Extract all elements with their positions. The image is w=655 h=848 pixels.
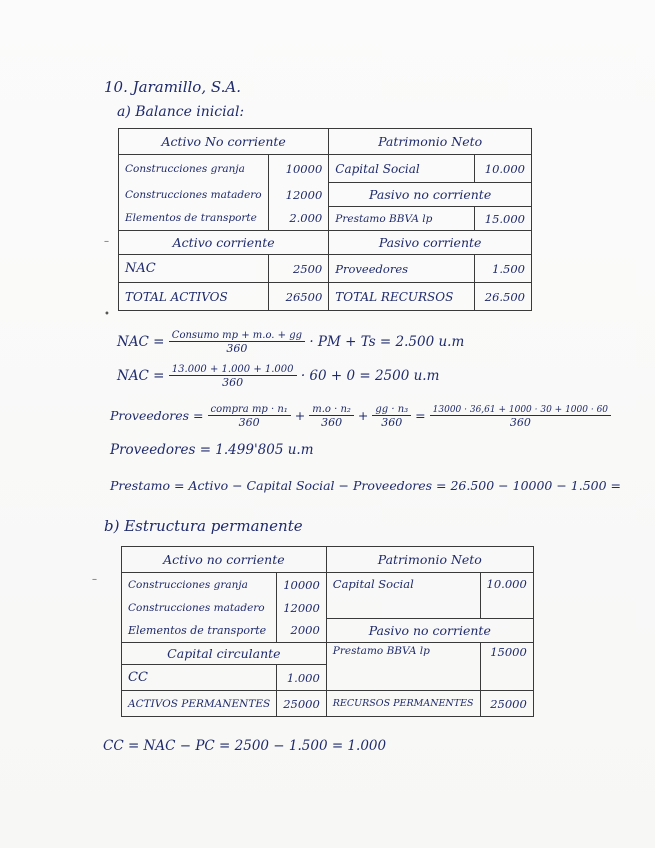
eq-lhs: NAC = [117, 334, 165, 350]
header-activo-corriente: Activo corriente [119, 231, 329, 255]
total-label: RECURSOS PERMANENTES [326, 691, 480, 717]
fraction [372, 404, 411, 429]
row-value: 12000 [268, 183, 329, 207]
row-value: 15000 [480, 643, 533, 691]
header-activo-no-corriente: Activo no corriente [122, 547, 327, 573]
row-value: 10.000 [475, 155, 532, 183]
total-label: TOTAL RECURSOS [329, 283, 475, 311]
row-value: 2.000 [268, 207, 329, 231]
header-activo-no-corriente: Activo No corriente [119, 129, 329, 155]
eq-lhs: NAC = [117, 368, 165, 384]
fraction-denominator: 360 [321, 416, 343, 429]
row-value: 1.000 [277, 665, 327, 691]
fraction [208, 404, 291, 429]
header-capital-circulante: Capital circulante [122, 643, 327, 665]
total-label: ACTIVOS PERMANENTES [122, 691, 277, 717]
margin-dot: • [104, 309, 110, 320]
equation-nac-formula [117, 330, 464, 355]
row-label: Capital Social [326, 573, 480, 619]
row-label: Capital Social [329, 155, 475, 183]
row-value: 12000 [277, 597, 327, 619]
row-label: CC [122, 665, 277, 691]
total-value: 25000 [277, 691, 327, 717]
equation-cc: CC = NAC − PC = 2500 − 1.500 = 1.000 [103, 738, 387, 754]
row-label: Elementos de transporte [122, 619, 277, 643]
fraction-numerator: 13.000 + 1.000 + 1.000 [169, 364, 297, 376]
part-b-heading: b) Estructura permanente [104, 517, 303, 535]
row-label: Construcciones granja [119, 155, 269, 183]
fraction-denominator: 360 [381, 416, 403, 429]
equation-proveedores [110, 404, 611, 429]
equation-proveedores-result: Proveedores = 1.499'805 u.m [110, 442, 314, 458]
fraction-numerator: m.o · n₂ [309, 404, 354, 416]
row-label: Prestamo BBVA lp [329, 207, 475, 231]
eq-lhs: Proveedores = [110, 408, 204, 423]
row-label: Elementos de transporte [119, 207, 269, 231]
row-label: Proveedores [329, 255, 475, 283]
fraction [309, 404, 354, 429]
total-value: 25000 [480, 691, 533, 717]
row-label: NAC [119, 255, 269, 283]
margin-dash: – [104, 236, 109, 247]
fraction-denominator: 360 [238, 416, 260, 429]
row-label: Construcciones granja [122, 573, 277, 597]
plus-sign: + [357, 408, 369, 423]
fraction [430, 405, 611, 429]
total-value: 26.500 [475, 283, 532, 311]
row-value: 15.000 [475, 207, 532, 231]
exercise-title: 10. Jaramillo, S.A. [104, 78, 241, 96]
header-pasivo-corriente: Pasivo corriente [329, 231, 532, 255]
row-value: 10.000 [480, 573, 533, 619]
row-value: 10000 [268, 155, 329, 183]
fraction-numerator: 13000 · 36,61 + 1000 · 30 + 1000 · 60 [430, 405, 611, 416]
row-value: 10000 [277, 573, 327, 597]
row-value: 1.500 [475, 255, 532, 283]
fraction-numerator: Consumo mp + m.o. + gg [169, 330, 305, 342]
row-value: 2500 [268, 255, 329, 283]
row-label: Construcciones matadero [119, 183, 269, 207]
fraction-numerator: compra mp · n₁ [208, 404, 291, 416]
equation-prestamo: Prestamo = Activo − Capital Social − Proveedores = 26.500 − 10000 − 1.500 = [110, 478, 622, 493]
fraction [169, 330, 305, 355]
total-value: 26500 [268, 283, 329, 311]
header-patrimonio-neto: Patrimonio Neto [329, 129, 532, 155]
fraction-denominator: 360 [222, 376, 244, 389]
fraction-denominator: 360 [226, 342, 248, 355]
eq-rhs: · 60 + 0 = 2500 u.m [300, 368, 440, 384]
row-label: Prestamo BBVA lp [326, 643, 480, 691]
row-label: Construcciones matadero [122, 597, 277, 619]
margin-dash: – [92, 574, 97, 585]
permanent-structure-table [121, 546, 534, 717]
part-a-heading: a) Balance inicial: [117, 104, 245, 120]
row-value: 2000 [277, 619, 327, 643]
header-pasivo-no-corriente: Pasivo no corriente [326, 619, 533, 643]
fraction [169, 364, 297, 389]
total-label: TOTAL ACTIVOS [119, 283, 269, 311]
fraction-numerator: gg · n₃ [372, 404, 411, 416]
equals-sign: = [415, 408, 426, 423]
header-patrimonio-neto: Patrimonio Neto [326, 547, 533, 573]
initial-balance-table [118, 128, 532, 311]
fraction-denominator: 360 [509, 415, 531, 429]
header-pasivo-no-corriente: Pasivo no corriente [329, 183, 532, 207]
eq-rhs: · PM + Ts = 2.500 u.m [309, 334, 465, 350]
equation-nac-values [117, 364, 439, 389]
plus-sign: + [294, 408, 306, 423]
